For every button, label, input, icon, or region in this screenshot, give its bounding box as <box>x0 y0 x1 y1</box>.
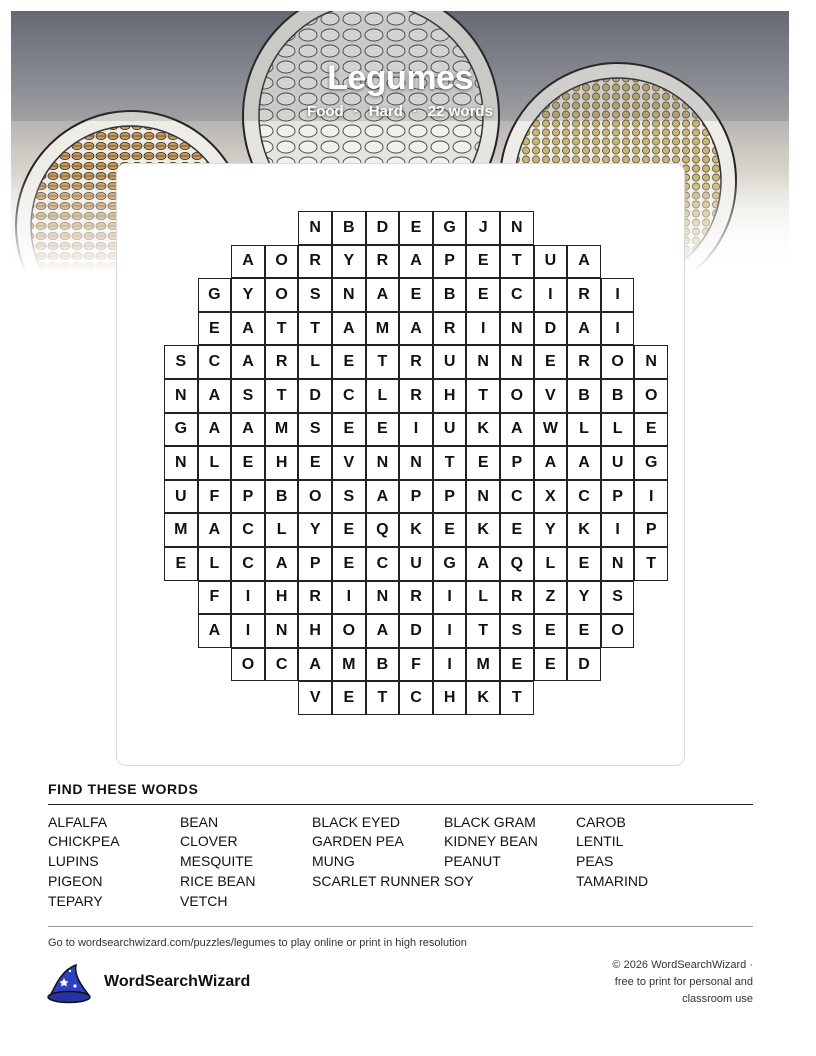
grid-cell[interactable]: C <box>231 547 265 581</box>
grid-cell[interactable]: B <box>601 379 635 413</box>
word-item: CAROB <box>576 814 626 830</box>
grid-cell[interactable]: E <box>298 446 332 480</box>
grid-cell[interactable]: I <box>433 648 467 682</box>
grid-cell[interactable]: Y <box>534 513 568 547</box>
grid-cell[interactable]: M <box>265 413 299 447</box>
grid-cell[interactable]: N <box>332 278 366 312</box>
footer-link[interactable]: Go to wordsearchwizard.com/puzzles/legumes to play online or print in high resolution <box>48 937 467 949</box>
grid-cell[interactable]: V <box>332 446 366 480</box>
word-item: CHICKPEA <box>48 833 120 849</box>
grid-cell[interactable]: I <box>433 614 467 648</box>
grid-cell[interactable]: L <box>198 446 232 480</box>
grid-cell[interactable]: L <box>198 547 232 581</box>
word-count-label: 22 words <box>427 103 493 120</box>
word-item: RICE BEAN <box>180 873 256 889</box>
grid-cell[interactable]: G <box>634 446 668 480</box>
grid-cell[interactable]: P <box>433 480 467 514</box>
grid-cell[interactable]: A <box>466 547 500 581</box>
grid-cell[interactable]: A <box>366 614 400 648</box>
grid-cell[interactable]: S <box>298 278 332 312</box>
grid-cell[interactable]: T <box>265 379 299 413</box>
grid-cell[interactable]: A <box>567 245 601 279</box>
grid-cell[interactable]: F <box>198 480 232 514</box>
grid-cell[interactable]: A <box>366 480 400 514</box>
grid-cell[interactable]: V <box>298 681 332 715</box>
grid-cell[interactable]: E <box>366 413 400 447</box>
grid-cell[interactable]: C <box>231 513 265 547</box>
grid-cell[interactable]: E <box>332 681 366 715</box>
grid-cell[interactable]: T <box>366 681 400 715</box>
grid-cell[interactable]: I <box>399 413 433 447</box>
grid-cell[interactable]: I <box>332 581 366 615</box>
grid-cell[interactable]: S <box>164 345 198 379</box>
word-item: MUNG <box>312 853 355 869</box>
grid-cell[interactable]: T <box>265 312 299 346</box>
grid-cell[interactable]: R <box>567 345 601 379</box>
grid-cell[interactable]: L <box>298 345 332 379</box>
grid-cell[interactable]: C <box>567 480 601 514</box>
grid-cell[interactable]: F <box>399 648 433 682</box>
word-item: TAMARIND <box>576 873 649 889</box>
grid-cell[interactable]: U <box>164 480 198 514</box>
word-item: SOY <box>444 873 474 889</box>
grid-cell[interactable]: K <box>399 513 433 547</box>
grid-cell[interactable]: C <box>500 278 534 312</box>
grid-cell[interactable]: O <box>231 648 265 682</box>
grid-cell[interactable]: S <box>298 413 332 447</box>
grid-cell[interactable]: M <box>466 648 500 682</box>
grid-cell[interactable]: O <box>298 480 332 514</box>
category-label: Food <box>307 103 344 120</box>
grid-cell[interactable]: U <box>399 547 433 581</box>
grid-cell[interactable]: H <box>433 379 467 413</box>
word-item: CLOVER <box>180 833 238 849</box>
grid-cell[interactable]: Q <box>366 513 400 547</box>
grid-cell[interactable]: E <box>399 278 433 312</box>
grid-cell[interactable]: I <box>601 278 635 312</box>
grid-cell[interactable]: O <box>500 379 534 413</box>
grid-cell[interactable]: G <box>433 547 467 581</box>
grid-cell[interactable]: P <box>433 245 467 279</box>
grid-cell[interactable]: A <box>399 245 433 279</box>
grid-cell[interactable]: R <box>567 278 601 312</box>
grid-cell[interactable]: T <box>634 547 668 581</box>
grid-cell[interactable]: B <box>366 648 400 682</box>
grid-cell[interactable]: C <box>265 648 299 682</box>
grid-cell[interactable]: Q <box>500 547 534 581</box>
word-item: BLACK GRAM <box>444 814 536 830</box>
word-item: MESQUITE <box>180 853 254 869</box>
grid-cell[interactable]: M <box>366 312 400 346</box>
grid-cell[interactable]: A <box>567 446 601 480</box>
word-item: PEAS <box>576 853 614 869</box>
grid-cell[interactable]: L <box>466 581 500 615</box>
grid-cell[interactable]: V <box>534 379 568 413</box>
grid-cell[interactable]: N <box>366 446 400 480</box>
difficulty-label: Hard <box>368 103 403 120</box>
grid-cell[interactable]: L <box>265 513 299 547</box>
grid-cell[interactable]: E <box>466 278 500 312</box>
word-item: SCARLET RUNNER <box>312 873 441 889</box>
grid-cell[interactable]: U <box>534 245 568 279</box>
grid-cell[interactable]: A <box>231 245 265 279</box>
grid-cell[interactable]: E <box>332 547 366 581</box>
grid-cell[interactable]: A <box>500 413 534 447</box>
grid-cell[interactable]: I <box>601 513 635 547</box>
wizard-hat-icon <box>46 962 92 1004</box>
grid-cell[interactable]: Y <box>231 278 265 312</box>
grid-cell[interactable]: L <box>534 547 568 581</box>
grid-cell[interactable]: N <box>164 379 198 413</box>
grid-cell[interactable]: D <box>534 312 568 346</box>
grid-cell[interactable]: T <box>433 446 467 480</box>
word-item: TEPARY <box>48 893 103 909</box>
grid-cell[interactable]: I <box>231 581 265 615</box>
grid-cell[interactable]: E <box>399 211 433 245</box>
grid-cell[interactable]: P <box>634 513 668 547</box>
grid-cell[interactable]: P <box>399 480 433 514</box>
grid-cell[interactable]: D <box>399 614 433 648</box>
grid-cell[interactable]: R <box>433 312 467 346</box>
grid-cell[interactable]: C <box>332 379 366 413</box>
grid-cell[interactable]: A <box>298 648 332 682</box>
grid-cell[interactable]: T <box>366 345 400 379</box>
puzzle-title: Legumes <box>327 59 473 97</box>
grid-cell[interactable]: S <box>231 379 265 413</box>
grid-cell[interactable]: E <box>567 614 601 648</box>
grid-cell[interactable]: E <box>534 345 568 379</box>
grid-cell[interactable]: C <box>399 681 433 715</box>
word-item: PEANUT <box>444 853 501 869</box>
grid-cell[interactable]: I <box>534 278 568 312</box>
grid-cell[interactable]: E <box>466 446 500 480</box>
grid-cell[interactable]: R <box>298 581 332 615</box>
grid-cell[interactable]: A <box>231 312 265 346</box>
grid-cell[interactable]: H <box>265 581 299 615</box>
grid-cell[interactable]: N <box>466 345 500 379</box>
word-item: BEAN <box>180 814 219 830</box>
grid-cell[interactable]: M <box>332 648 366 682</box>
grid-cell[interactable]: A <box>231 345 265 379</box>
grid-cell[interactable]: R <box>298 245 332 279</box>
grid-cell[interactable]: D <box>366 211 400 245</box>
grid-cell[interactable]: S <box>332 480 366 514</box>
grid-cell[interactable]: C <box>366 547 400 581</box>
grid-cell[interactable]: A <box>399 312 433 346</box>
grid-cell[interactable]: O <box>601 345 635 379</box>
grid-cell[interactable]: U <box>601 446 635 480</box>
grid-cell[interactable]: R <box>500 581 534 615</box>
grid-cell[interactable]: A <box>366 278 400 312</box>
grid-cell[interactable]: K <box>466 681 500 715</box>
copyright-line: classroom use <box>682 993 753 1005</box>
grid-cell[interactable]: A <box>198 513 232 547</box>
grid-cell[interactable]: E <box>500 648 534 682</box>
grid-cell[interactable]: O <box>265 278 299 312</box>
grid-cell[interactable]: N <box>466 480 500 514</box>
word-item: ALFALFA <box>48 814 108 830</box>
grid-cell[interactable]: P <box>231 480 265 514</box>
grid-cell[interactable]: R <box>399 379 433 413</box>
grid-cell[interactable]: C <box>198 345 232 379</box>
grid-cell[interactable]: K <box>466 413 500 447</box>
word-list-divider <box>48 804 753 805</box>
grid-cell[interactable]: U <box>433 345 467 379</box>
grid-cell[interactable]: I <box>433 581 467 615</box>
word-item: KIDNEY BEAN <box>444 833 538 849</box>
grid-cell[interactable]: R <box>265 345 299 379</box>
grid-cell[interactable]: A <box>567 312 601 346</box>
grid-cell[interactable]: A <box>198 413 232 447</box>
grid-cell[interactable]: N <box>298 211 332 245</box>
grid-cell[interactable]: B <box>567 379 601 413</box>
grid-cell[interactable]: S <box>500 614 534 648</box>
grid-cell[interactable]: L <box>567 413 601 447</box>
grid-cell[interactable]: Y <box>567 581 601 615</box>
grid-cell[interactable]: N <box>500 345 534 379</box>
grid-cell[interactable]: T <box>466 379 500 413</box>
grid-cell[interactable]: E <box>164 547 198 581</box>
grid-cell[interactable]: E <box>332 513 366 547</box>
grid-cell[interactable]: I <box>231 614 265 648</box>
grid-cell[interactable]: N <box>601 547 635 581</box>
footer-divider <box>48 926 753 927</box>
word-item: PIGEON <box>48 873 103 889</box>
word-item: BLACK EYED <box>312 814 400 830</box>
grid-cell[interactable]: A <box>198 614 232 648</box>
grid-cell[interactable]: D <box>298 379 332 413</box>
grid-cell[interactable]: P <box>601 480 635 514</box>
word-item: VETCH <box>180 893 228 909</box>
grid-cell[interactable]: C <box>500 480 534 514</box>
grid-cell[interactable]: G <box>433 211 467 245</box>
grid-cell[interactable]: P <box>500 446 534 480</box>
grid-cell[interactable]: N <box>164 446 198 480</box>
grid-cell[interactable]: G <box>164 413 198 447</box>
grid-cell[interactable]: H <box>433 681 467 715</box>
grid-cell[interactable]: O <box>634 379 668 413</box>
word-list-title: FIND THESE WORDS <box>48 781 199 797</box>
brand-name: WordSearchWizard <box>104 973 251 990</box>
grid-cell[interactable]: Y <box>298 513 332 547</box>
grid-cell[interactable]: E <box>198 312 232 346</box>
grid-cell[interactable]: A <box>198 379 232 413</box>
copyright <box>583 957 753 1008</box>
grid-cell[interactable]: O <box>265 245 299 279</box>
grid-cell[interactable]: T <box>298 312 332 346</box>
grid-cell[interactable]: R <box>399 345 433 379</box>
grid-cell[interactable]: U <box>433 413 467 447</box>
grid-cell[interactable]: A <box>265 547 299 581</box>
grid-cell[interactable]: E <box>534 614 568 648</box>
grid-cell[interactable]: H <box>298 614 332 648</box>
grid-cell[interactable]: N <box>500 312 534 346</box>
grid-cell[interactable]: E <box>332 413 366 447</box>
grid-cell[interactable]: T <box>500 245 534 279</box>
grid-cell[interactable]: P <box>298 547 332 581</box>
grid-cell[interactable]: E <box>567 547 601 581</box>
grid-cell[interactable]: E <box>534 648 568 682</box>
copyright-line: free to print for personal and <box>614 976 753 988</box>
word-item: GARDEN PEA <box>312 833 404 849</box>
copyright-line: © 2026 WordSearchWizard · <box>612 959 753 971</box>
grid-cell[interactable]: I <box>634 480 668 514</box>
grid-cell[interactable]: B <box>433 278 467 312</box>
grid-cell[interactable]: G <box>198 278 232 312</box>
puzzle-meta: Food · Hard · 22 words <box>307 103 493 120</box>
grid-cell[interactable]: K <box>466 513 500 547</box>
grid-cell[interactable]: E <box>466 245 500 279</box>
grid-cell[interactable]: O <box>601 614 635 648</box>
grid-cell[interactable]: Z <box>534 581 568 615</box>
grid-cell[interactable]: A <box>332 312 366 346</box>
grid-cell[interactable]: N <box>366 581 400 615</box>
grid-cell[interactable]: N <box>399 446 433 480</box>
grid-cell[interactable]: S <box>601 581 635 615</box>
grid-cell[interactable]: L <box>366 379 400 413</box>
grid-cell[interactable]: E <box>231 446 265 480</box>
grid-cell[interactable]: I <box>466 312 500 346</box>
grid-cell[interactable]: N <box>265 614 299 648</box>
grid-cell[interactable]: A <box>231 413 265 447</box>
grid-cell[interactable]: E <box>634 413 668 447</box>
grid-cell[interactable]: F <box>198 581 232 615</box>
grid-cell[interactable]: R <box>399 581 433 615</box>
word-item: LENTIL <box>576 833 624 849</box>
grid-cell[interactable]: A <box>534 446 568 480</box>
grid-cell[interactable]: R <box>366 245 400 279</box>
grid-cell[interactable]: B <box>265 480 299 514</box>
grid-cell[interactable]: L <box>601 413 635 447</box>
grid-cell[interactable]: T <box>466 614 500 648</box>
grid-cell[interactable]: I <box>601 312 635 346</box>
puzzle-card <box>116 163 685 766</box>
grid-cell[interactable]: T <box>500 681 534 715</box>
grid-cell[interactable]: E <box>332 345 366 379</box>
grid-cell[interactable]: E <box>500 513 534 547</box>
grid-cell[interactable]: X <box>534 480 568 514</box>
grid-cell[interactable]: J <box>466 211 500 245</box>
grid-cell[interactable]: N <box>634 345 668 379</box>
grid-cell[interactable]: D <box>567 648 601 682</box>
grid-cell[interactable]: N <box>500 211 534 245</box>
grid-cell[interactable]: E <box>433 513 467 547</box>
grid-cell[interactable]: Y <box>332 245 366 279</box>
grid-cell[interactable]: W <box>534 413 568 447</box>
word-item: LUPINS <box>48 853 99 869</box>
grid-cell[interactable]: O <box>332 614 366 648</box>
grid-cell[interactable]: H <box>265 446 299 480</box>
grid-cell[interactable]: K <box>567 513 601 547</box>
grid-cell[interactable]: B <box>332 211 366 245</box>
grid-cell[interactable]: M <box>164 513 198 547</box>
